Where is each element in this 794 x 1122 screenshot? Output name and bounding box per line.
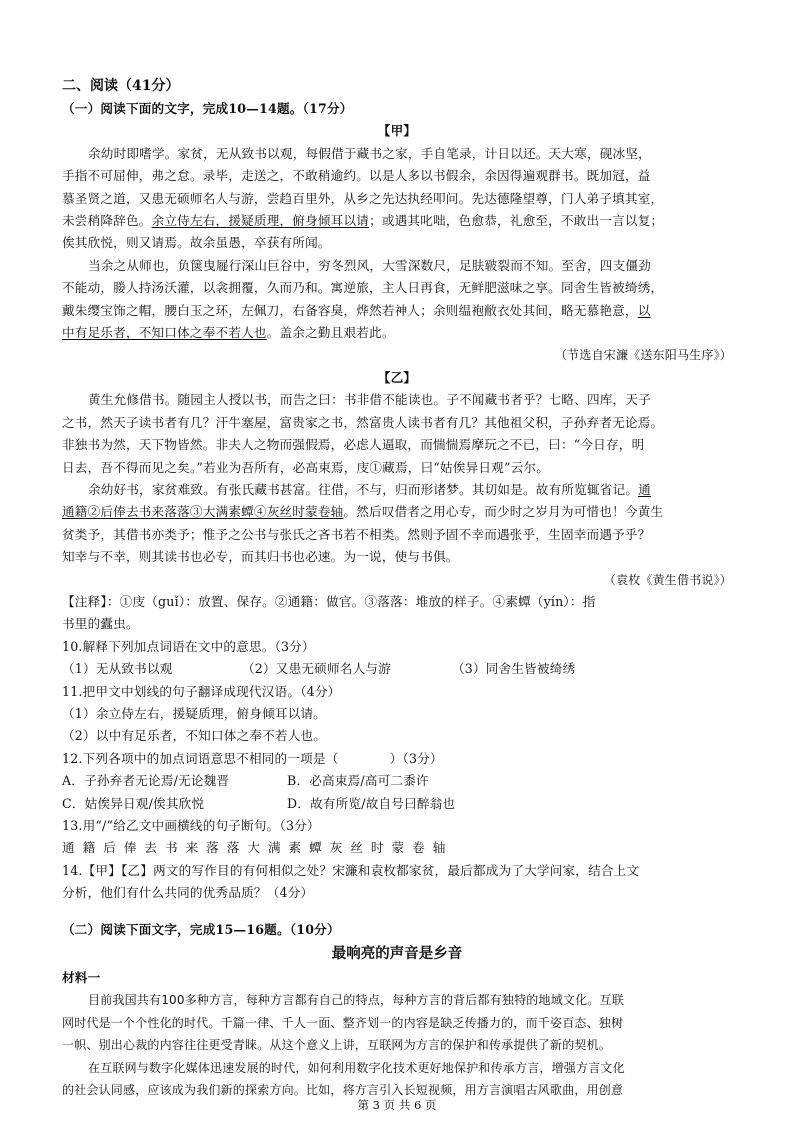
material-label: 材料一 bbox=[62, 970, 101, 986]
jia-line: 手指不可屈伸，弗之怠。录毕，走送之，不敢稍逾约。以是人多以书假余，余因得遍观群书。既加冠，益 bbox=[62, 168, 651, 184]
yi-source: （袁枚《黄生借书说》） bbox=[603, 572, 732, 587]
underlined-sentence-1: 余立侍左右，援疑质理，俯身倾耳以请 bbox=[151, 213, 370, 229]
question-14: 14.【甲】【乙】两文的写作目的有何相似之处？宋濂和袁枚都家贫，最后都成为了大学问家，结合上文 bbox=[62, 862, 640, 878]
annotation: 【注释】：①庋（guǐ）：放置、保存。②通籍：做官。③落落：堆放的样子。④素蟫（yín）：指 bbox=[62, 593, 596, 609]
jia-line-underlined: 中有足乐者，不知口体之奉不若人也。盖余之勤且艰若此。 bbox=[62, 325, 395, 341]
material-line: 目前我国共有100多种方言，每种方言都有自己的特点，每种方言的背后都有独特的地域文化。互联 bbox=[88, 993, 624, 1008]
question-12-options: C．姑俟异日观/俟其欣悦 D．故有所览/故自号曰醉翁也 bbox=[62, 795, 456, 811]
question-12-options: A．子孙弃者无论焉/无论魏晋 B．必高束焉/高可二黍许 bbox=[62, 773, 429, 789]
yi-line: 非独书为然，天下物皆然。非夫人之物而强假焉，必虑人逼取，而惴惴焉摩玩之不已，曰：“今日存，明 bbox=[62, 437, 645, 453]
underlined-sentence-2a: 以 bbox=[637, 302, 651, 318]
question-11-item: （1）余立侍左右，援疑质理，俯身倾耳以请。 bbox=[62, 705, 327, 721]
material-line: 网时代是一个个性化的时代。千篇一律、千人一面、整齐划一的内容是缺乏传播力的，而千姿百态、独树 bbox=[62, 1015, 624, 1030]
question-13: 13.用“/”给乙文中画横线的句子断句。（3分） bbox=[62, 818, 320, 833]
question-11-item: （2）以中有足乐者，不知口体之奉不若人也。 bbox=[62, 728, 327, 744]
jia-source: （节选自宋濂《送东阳马生序》） bbox=[554, 348, 732, 363]
question-12: 12.下列各项中的加点词语意思不相同的一项是（ ）（3分） bbox=[62, 750, 443, 766]
section-title: 二、阅读（41分） bbox=[62, 78, 180, 94]
yi-line-underlined: 通籍②后俸去书来落落③大满素蟫④灰丝时蒙卷轴。然后叹借者之用心专，而少时之岁月为可惜也！今黄生 bbox=[62, 504, 664, 520]
jia-line: 俟其欣悦，则又请焉。故余虽愚，卒获有所闻。 bbox=[62, 235, 331, 251]
exam-page bbox=[62, 74, 732, 1101]
part1-instruction: （一）阅读下面的文字，完成10—14题。（17分） bbox=[62, 101, 353, 116]
jia-line: 不能动，媵人持汤沃灌，以衾拥覆，久而乃和。寓逆旅，主人日再食，无鲜肥滋味之享。同舍生皆被绮绣， bbox=[62, 280, 664, 296]
question-11: 11.把甲文中划线的句子翻译成现代汉语。（4分） bbox=[62, 683, 341, 699]
annotation-cont: 书里的蠹虫。 bbox=[62, 616, 139, 632]
jia-line: 慕圣贤之道，又患无硕师名人与游，尝趋百里外，从乡之先达执经叩问。先达德隆望尊，门人弟子填其室， bbox=[62, 190, 664, 206]
jia-label: 【甲】 bbox=[377, 123, 417, 139]
jia-line-underlined: 戴朱缨宝饰之帽，腰白玉之环，左佩刀，右备容臭，烨然若神人；余则缊袍敝衣处其间，略无慕艳意，以 bbox=[62, 302, 651, 318]
material-line: 的社会认同感，应该成为我们新的探索方向。比如，将方言引入长短视频，用方言演唱古风歌曲，用创意 bbox=[62, 1083, 624, 1098]
part2-instruction: （二）阅读下面文字，完成15—16题。（10分） bbox=[62, 921, 340, 937]
yi-line: 知幸与不幸，则其读书也必专，而其归书也必速。为一说，使与书俱。 bbox=[62, 549, 459, 565]
question-10-items: （1）无从致书以观 （2）又患无硕师名人与游 （3）同舍生皆被绮绣 bbox=[62, 661, 576, 677]
article-title: 最响亮的声音是乡音 bbox=[331, 945, 463, 963]
jia-line-underlined: 未尝稍降辞色。余立侍左右，援疑质理，俯身倾耳以请；或遇其叱咄，色愈恭，礼愈至，不敢出一言以复； bbox=[62, 213, 664, 229]
yi-line: 日去，吾不得而见之矣。”若业为吾所有，必高束焉，庋①藏焉，曰“姑俟异日观”云尔。 bbox=[62, 459, 549, 475]
jia-line: 余幼时即嗜学。家贫，无从致书以观，每假借于藏书之家，手自笔录，计日以还。天大寒，砚冰坚， bbox=[88, 145, 651, 161]
page-footer: 第 3 页 共 6 页 bbox=[357, 1098, 437, 1112]
question-10: 10.解释下列加点词语在文中的意思。（3分） bbox=[62, 638, 315, 654]
yi-line: 贫类予，其借书亦类予；惟予之公书与张氏之吝书若不相类。然则予固不幸而遇张乎，生固幸而遇予乎？ bbox=[62, 526, 651, 542]
underlined-yi-start: 通 bbox=[638, 481, 651, 497]
question-13-text: 通籍后俸去书来落落大满素蟫灰丝时蒙卷轴 bbox=[62, 840, 454, 856]
underlined-sentence-2b: 中有足乐者，不知口体之奉不若人也 bbox=[62, 325, 267, 341]
yi-line: 黄生允修借书。随园主人授以书，而告之曰：书非借不能读也。子不闻藏书者乎？七略、四库，天子 bbox=[88, 392, 651, 408]
yi-line: 余幼好书，家贫难致。有张氏藏书甚富。往借，不与，归而形诸梦。其切如是。故有所览辄省记。通 bbox=[88, 481, 651, 497]
jia-line: 当余之从师也，负箧曳屣行深山巨谷中，穷冬烈风，大雪深数尺，足肤皲裂而不知。至舍，四支僵劲 bbox=[88, 257, 651, 273]
material-line: 一帜、别出心裁的内容往往更受青睐。从这个意义上讲，互联网为方言的保护和传承提供了新的契机。 bbox=[62, 1038, 612, 1053]
yi-label: 【乙】 bbox=[377, 369, 417, 385]
material-line: 在互联网与数字化媒体迅速发展的时代，如何利用数字化技术更好地保护和传承方言，增强方言文化 bbox=[88, 1060, 625, 1075]
underlined-yi-sentence: 通籍②后俸去书来落落③大满素蟫④灰丝时蒙卷轴 bbox=[62, 504, 344, 520]
question-14-cont: 分析，他们有什么共同的优秀品质？（4分） bbox=[62, 885, 314, 901]
yi-line: 之书，然天子读书者有几？汗牛塞屋，富贵家之书，然富贵人读书者有几？其他祖父积，子孙弃者无论焉。 bbox=[62, 414, 664, 430]
